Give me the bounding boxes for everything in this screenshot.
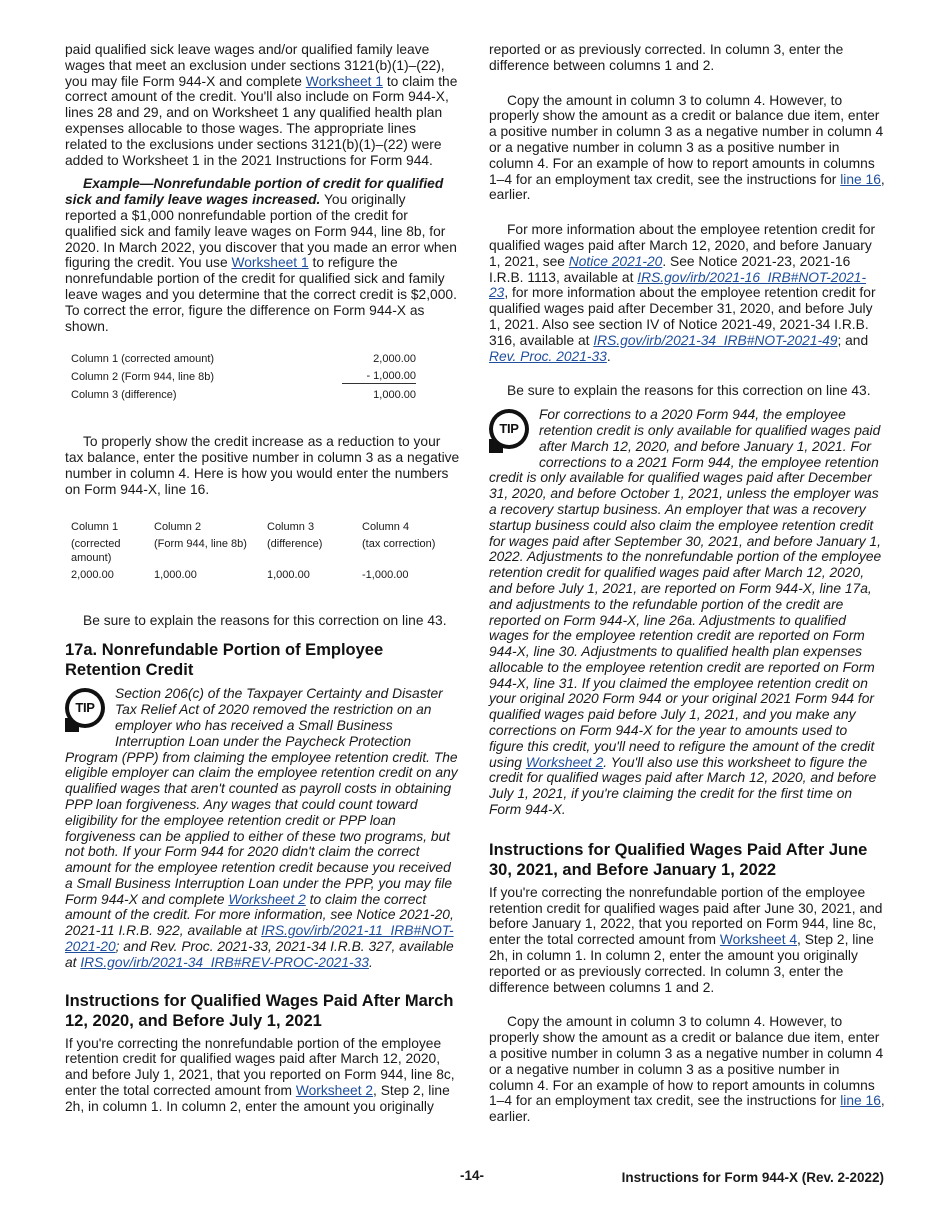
section-heading: Instructions for Qualified Wages Paid After March 12, 2020, and Before July 1, 2021 [65, 991, 454, 1030]
worksheet-2-link[interactable]: Worksheet 2 [228, 891, 306, 907]
paragraph: Copy the amount in column 3 to column 4. However, to properly show the amount as a credit or balance due item, enter a positive number in column 3 as a negative number in column 4 or a negative number in column 3 as a positive number in column 4. For an example of how to report amounts in columns 1–4 for an employment tax credit, see the instructions for line 16, earlier. [489, 1014, 885, 1125]
line-16-link[interactable]: line 16 [840, 171, 881, 187]
paragraph: Be sure to explain the reasons for this correction on line 43. [507, 383, 871, 399]
paragraph: Copy the amount in column 3 to column 4. However, to properly show the amount as a credit or balance due item, enter a positive number in column 3 as a negative number in column 4 or a negative number in column 3 as a positive number in column 4. For an example of how to report amounts in columns 1–4 for an employment tax credit, see the instructions for line 16, earlier. [489, 92, 885, 203]
table-row: Column 2 (Form 944, line 8b) - 1,000.00 [71, 370, 416, 384]
tip-box: TIP Section 206(c) of the Taxpayer Certainty and Disaster Tax Relief Act of 2020 removed the restriction on an employer who has received a Small Business Interruption Loan under the Paycheck Protection Program (PPP) from claiming the employee retention credit. The eligible employer can claim the employee retention credit on any qualified wages that aren't counted as payroll costs in obtaining PPP loan forgiveness. Any wages that could count toward eligibility for the employee retention credit or PPP loan forgiveness can be applied to either of these two programs, but not both. If your Form 944 for 2020 didn't claim the correct amount for the employee retention credit because you received a Small Business Interruption Loan under the PPP, you may file Form 944-X and complete Worksheet 2 to claim the correct amount of the credit. For more information, see Notice 2021-20, 2021-11 I.R.B. 922, available at IRS.gov/irb/2021-11_IRB#NOT-2021-20; and Rev. Proc. 2021-33, 2021-34 I.R.B. 327, available at IRS.gov/irb/2021-34_IRB#REV-PROC-2021-33. [65, 686, 458, 970]
irs-link[interactable]: IRS.gov/irb/2021-11_IRB#NOT-2021-20 [65, 923, 454, 955]
worksheet-2-link[interactable]: Worksheet 2 [525, 754, 604, 770]
irs-link[interactable]: IRS.gov/irb/2021-34_IRB#NOT-2021-49 [593, 332, 838, 348]
paragraph: reported or as previously corrected. In column 3, enter the difference between columns 1 and 2. [489, 42, 844, 73]
table-cell: 1,000.00 [154, 568, 197, 581]
rev-proc-link[interactable]: Rev. Proc. 2021-33 [489, 348, 607, 364]
right-column [489, 42, 885, 1125]
table-header: Column 4 [362, 520, 410, 533]
irs-link[interactable]: IRS.gov/irb/2021-34_IRB#REV-PROC-2021-33 [80, 954, 369, 970]
table-subheader: (tax correction) [362, 537, 436, 550]
worksheet-4-link[interactable]: Worksheet 4 [719, 932, 798, 948]
correction-table [71, 350, 416, 404]
notice-link[interactable]: Notice 2021-20 [568, 253, 663, 269]
paragraph: If you're correcting the nonrefundable portion of the employee retention credit for qualified wages paid after March 12, 2020, and before July 1, 2021, that you reported on Form 944, line 8c, enter the total corrected amount from Worksheet 2, Step 2, line 2h, in column 1. In column 2, enter the amount you originally [65, 1035, 455, 1114]
paragraph: Be sure to explain the reasons for this correction on line 43. [83, 612, 447, 628]
table-header: Column 3 [267, 520, 315, 533]
tip-icon: TIP [489, 409, 533, 453]
example-title: Example—Nonrefundable portion of credit for qualified sick and family leave wages increased. [65, 176, 444, 208]
paragraph: For more information about the employee retention credit for qualified wages paid after March 12, 2020, and before January 1, 2021, see Notice 2021-20. See Notice 2021-23, 2021-16 I.R.B. 1113, available at IRS.gov/irb/2021-16_IRB#NOT-2021-23, for more information about the employee retention credit for qualified wages paid after December 31, 2020, and before July 1, 2021. Also see section IV of Notice 2021-49, 2021-34 I.R.B. 316, available at IRS.gov/irb/2021-34_IRB#NOT-2021-49; and Rev. Proc. 2021-33. [489, 222, 876, 364]
tip-icon: TIP [65, 688, 109, 732]
table-subheader: (corrected amount) [71, 537, 121, 564]
irs-link[interactable]: IRS.gov/irb/2021-16_IRB#NOT-2021-23 [489, 269, 867, 301]
tip-box: TIP For corrections to a 2020 Form 944, the employee retention credit is only available for qualified wages paid after March 12, 2020, and before January 1, 2021. For corrections to a 2021 Form 944, the employee retention credit is only available for qualified wages paid after December 31, 2020, and before October 1, 2021, unless the employer was a recovery startup business. An employer that was a recovery startup business could also claim the employee retention credit for wages paid after September 30, 2021, and before January 1, 2022. Adjustments to the nonrefundable portion of the employee retention credit for qualified wages paid after March 12, 2020, and before July 1, 2021, are reported on Form 944-X, line 17a, and adjustments to the refundable portion of the credit are reported on Form 944-X, line 26a. Adjustments to qualified wages for the employee retention credit are reported on Form 944-X, line 30. Adjustments to qualified health plan expenses allocable to the employee retention credit are reported on Form 944-X, line 31. If you claimed the employee retention credit on your original 2020 Form 944 or your original 2021 Form 944 for qualified wages paid before July 1, 2021, and you make any corrections on Form 944-X for the year to amounts used to figure this credit, you'll need to refigure the amount of the credit using Worksheet 2. You'll also use this worksheet to figure the credit for qualified wages paid after March 12, 2020, and before July 1, 2021, if you're claiming the credit for the first time on Form 944-X. [489, 407, 882, 818]
section-heading: Instructions for Qualified Wages Paid After June 30, 2021, and Before January 1, 2022 [489, 840, 868, 879]
column-table [71, 520, 460, 585]
worksheet-1-link[interactable]: Worksheet 1 [305, 73, 383, 89]
table-row: Column 3 (difference) 1,000.00 [71, 389, 416, 402]
line-16-link[interactable]: line 16 [840, 1093, 881, 1109]
worksheet-2-link[interactable]: Worksheet 2 [295, 1083, 374, 1099]
table-subheader: (Form 944, line 8b) [154, 537, 247, 550]
table-row: Column 1 (corrected amount) 2,000.00 [71, 353, 416, 366]
example-paragraph: Example—Nonrefundable portion of credit for qualified sick and family leave wages increased. You originally reported a $1,000 nonrefundable portion of the credit for qualified sick and family leave wages on Form 944, line 8b, for 2020. In March 2022, you discover that you made an error when figuring the credit. You use Worksheet 1 to refigure the nonrefundable portion of the credit for qualified sick and family leave wages and you determine that the correct credit is $2,000. To correct the error, figure the difference on Form 944-X as shown. [65, 176, 457, 334]
section-heading-17a: 17a. Nonrefundable Portion of Employee Retention Credit [65, 641, 384, 680]
table-subheader: (difference) [267, 537, 323, 550]
footer-title: Instructions for Form 944-X (Rev. 2-2022) [621, 1170, 884, 1185]
table-header: Column 1 [71, 520, 119, 533]
paragraph: To properly show the credit increase as a reduction to your tax balance, enter the positive number in column 3 as a negative number in column 4. Here is how you would enter the numbers on Form 944-X, line 16. [65, 434, 460, 497]
paragraph: paid qualified sick leave wages and/or qualified family leave wages that meet an exclusion under sections 3121(b)(1)–(22), you may file Form 944-X and complete Worksheet 1 to claim the correct amount of the credit. You'll also include on Form 944-X, lines 28 and 29, and on Worksheet 1 any qualified health plan expenses allocable to those wages. The appropriate lines related to the exclusions under sections 3121(b)(1)–(22) were added to Worksheet 1 in the 2021 Instructions for Form 944. [65, 42, 458, 168]
page-number: -14- [460, 1168, 485, 1183]
left-column [65, 42, 460, 1115]
worksheet-1-link[interactable]: Worksheet 1 [231, 255, 309, 271]
table-header: Column 2 [154, 520, 202, 533]
paragraph: If you're correcting the nonrefundable portion of the employee retention credit for qualified wages paid after June 30, 2021, and before January 1, 2022, that you reported on Form 944, line 8c, enter the total corrected amount from Worksheet 4, Step 2, line 2h, in column 1. In column 2, enter the amount you originally reported or as previously corrected. In column 3, enter the difference between columns 1 and 2. [489, 884, 883, 995]
table-cell: -1,000.00 [362, 568, 409, 581]
table-cell: 1,000.00 [267, 568, 310, 581]
table-cell: 2,000.00 [71, 568, 114, 581]
